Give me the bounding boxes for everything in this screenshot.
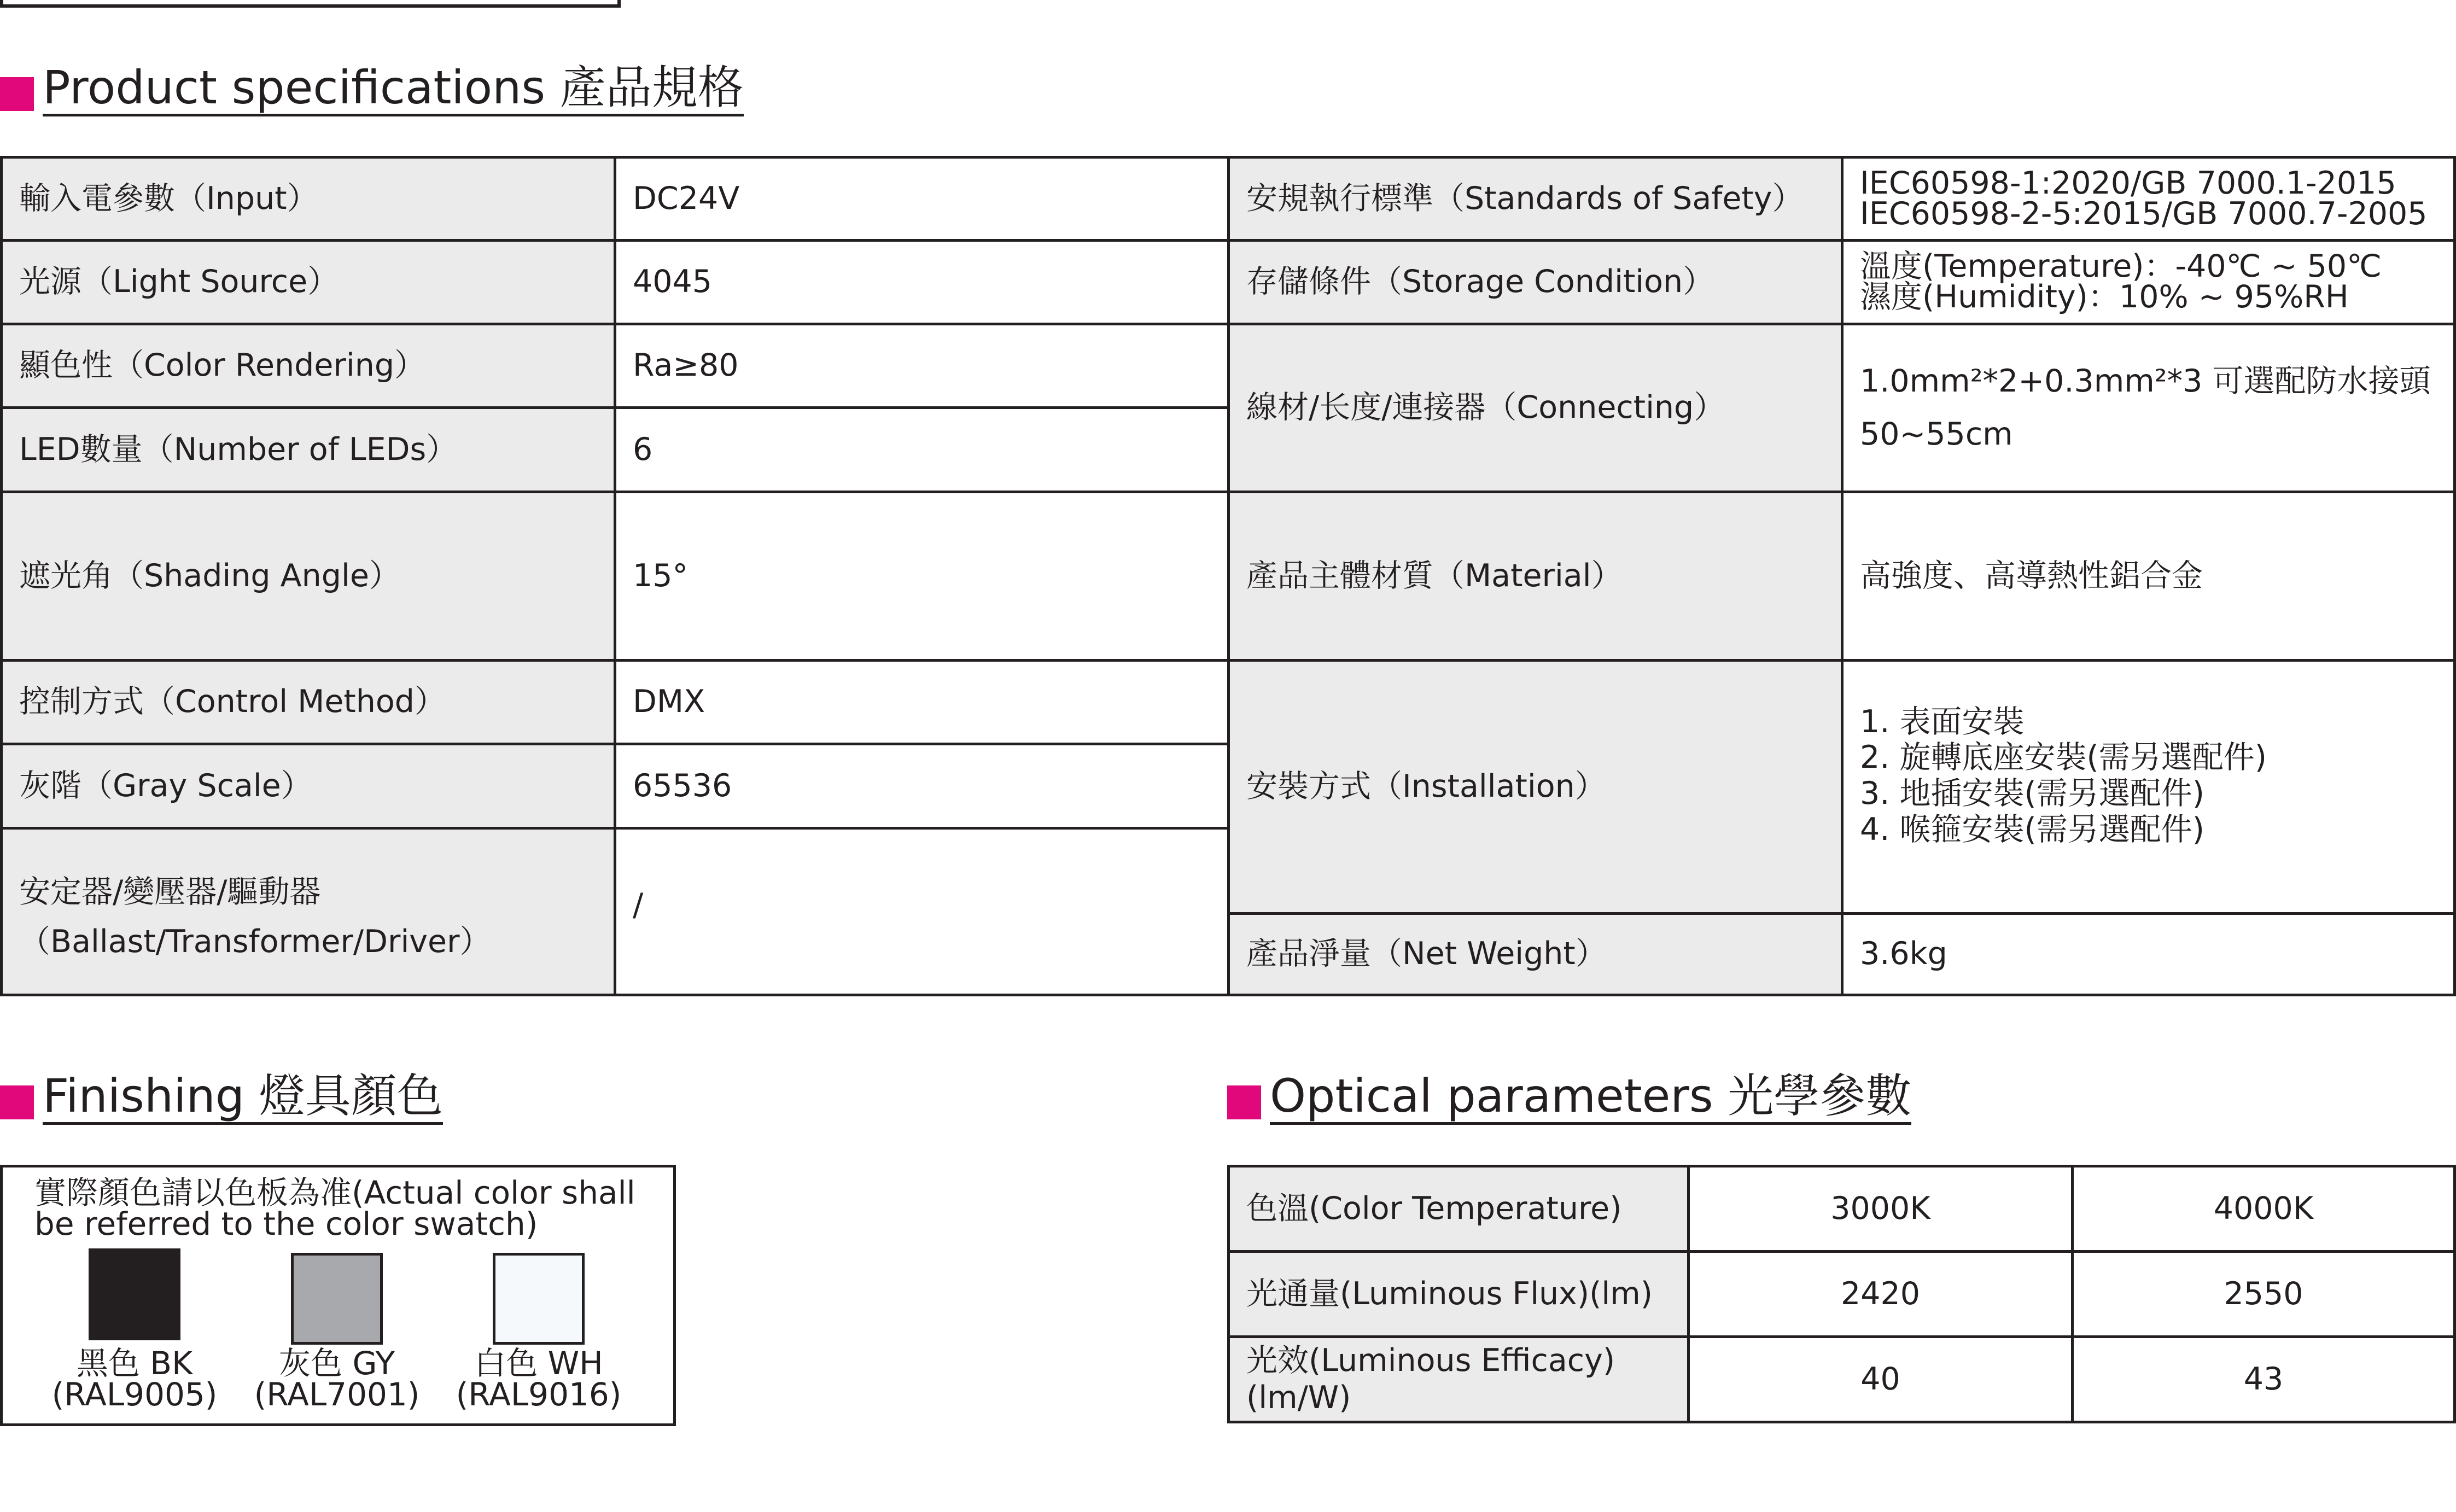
- safety-standard-line2: IEC60598-2-5:2015/GB 7000.7-2005: [1860, 195, 2428, 232]
- spec-heading: [0, 61, 744, 116]
- shading-angle-label: 遮光角（Shading Angle）: [0, 491, 616, 662]
- color-rendering-value: Ra≥80: [614, 323, 1230, 409]
- color-rendering-label: 顯色性（Color Rendering）: [0, 323, 616, 409]
- swatch-name: 灰色 GY: [279, 1345, 395, 1382]
- accent-square: [1227, 1085, 1261, 1119]
- finishing-caption-line1: 實際顏色請以色板為准(Actual color shall: [34, 1174, 635, 1211]
- previous-box-edge: [0, 0, 621, 8]
- swatch-black: [89, 1248, 180, 1340]
- installation-item: 2. 旋轉底座安裝(需另選配件): [1860, 739, 2267, 776]
- connecting-value: [1841, 323, 2456, 493]
- storage-condition-label: 存儲條件（Storage Condition）: [1227, 239, 1844, 325]
- gray-scale-label: 灰階（Gray Scale）: [0, 743, 616, 830]
- color-temperature-label: 色溫(Color Temperature): [1227, 1165, 1690, 1253]
- driver-label-line1: 安定器/變壓器/驅動器: [19, 873, 321, 910]
- safety-standard-value: [1841, 156, 2456, 242]
- swatch-black-label: [36, 1345, 233, 1413]
- swatch-name: 黑色 BK: [76, 1345, 193, 1382]
- control-method-value: DMX: [614, 659, 1230, 745]
- connecting-label: 線材/长度/連接器（Connecting）: [1227, 323, 1844, 493]
- gray-scale-value: 65536: [614, 743, 1230, 830]
- led-count-label: LED數量（Number of LEDs）: [0, 406, 616, 493]
- led-count-value: 6: [614, 406, 1230, 493]
- optical-heading: [1227, 1069, 1912, 1125]
- installation-item: 4. 喉箍安裝(需另選配件): [1860, 811, 2204, 848]
- input-label: 輸入電參數（Input）: [0, 156, 616, 242]
- driver-label: [0, 827, 616, 996]
- finishing-caption: [34, 1174, 663, 1242]
- color-temperature-3000k: 3000K: [1687, 1165, 2074, 1253]
- shading-angle-value: 15°: [614, 491, 1230, 662]
- swatch-gray: [291, 1253, 383, 1345]
- swatch-white-label: [440, 1345, 637, 1413]
- driver-value: /: [614, 827, 1230, 996]
- color-temperature-4000k: 4000K: [2071, 1165, 2456, 1253]
- spec-heading-text: Product specifications 產品規格: [43, 65, 744, 116]
- luminous-flux-label: 光通量(Luminous Flux)(lm): [1227, 1250, 1690, 1338]
- swatch-code: (RAL9005): [51, 1375, 218, 1413]
- installation-item: 3. 地插安裝(需另選配件): [1860, 775, 2204, 812]
- accent-square: [0, 77, 34, 111]
- installation-item: 1. 表面安裝: [1860, 703, 2025, 740]
- optical-heading-text: Optical parameters 光學參數: [1270, 1073, 1911, 1125]
- finishing-heading-text: Finishing 燈具顏色: [43, 1073, 443, 1125]
- swatch-code: (RAL7001): [254, 1375, 420, 1413]
- luminous-flux-3000k: 2420: [1687, 1250, 2074, 1338]
- luminous-flux-4000k: 2550: [2071, 1250, 2456, 1338]
- swatch-gray-label: [238, 1345, 435, 1413]
- swatch-white: [493, 1253, 585, 1345]
- net-weight-label: 產品淨量（Net Weight）: [1227, 912, 1844, 996]
- net-weight-value: 3.6kg: [1841, 912, 2456, 996]
- accent-square: [0, 1085, 34, 1119]
- installation-value: [1841, 659, 2456, 915]
- safety-standard-label: 安規執行標準（Standards of Safety）: [1227, 156, 1844, 242]
- installation-label: 安裝方式（Installation）: [1227, 659, 1844, 915]
- storage-humidity: 濕度(Humidity)：10% ~ 95%RH: [1860, 279, 2349, 315]
- light-source-value: 4045: [614, 239, 1230, 325]
- finishing-heading: [0, 1069, 443, 1125]
- light-source-label: 光源（Light Source）: [0, 239, 616, 325]
- finishing-box: [0, 1165, 676, 1426]
- storage-condition-value: [1841, 239, 2456, 325]
- luminous-efficacy-3000k: 40: [1687, 1335, 2074, 1423]
- luminous-efficacy-4000k: 43: [2071, 1335, 2456, 1423]
- material-label: 產品主體材質（Material）: [1227, 491, 1844, 662]
- luminous-efficacy-label: 光效(Luminous Efficacy)(lm/W): [1227, 1335, 1690, 1423]
- swatch-name: 白色 WH: [474, 1345, 603, 1382]
- swatch-code: (RAL9016): [456, 1375, 622, 1413]
- finishing-caption-line2: be referred to the color swatch): [34, 1205, 538, 1242]
- connecting-length: 50~55cm: [1860, 416, 2013, 452]
- driver-label-line2: （Ballast/Transformer/Driver）: [19, 924, 491, 960]
- safety-standard-line1: IEC60598-1:2020/GB 7000.1-2015: [1860, 165, 2396, 201]
- control-method-label: 控制方式（Control Method）: [0, 659, 616, 745]
- material-value: 高強度、高導熱性鋁合金: [1841, 491, 2456, 662]
- input-value: DC24V: [614, 156, 1230, 242]
- connecting-cable: 1.0mm²*2+0.3mm²*3 可選配防水接頭: [1860, 363, 2431, 400]
- storage-temperature: 溫度(Temperature)：-40℃ ~ 50℃: [1860, 248, 2382, 285]
